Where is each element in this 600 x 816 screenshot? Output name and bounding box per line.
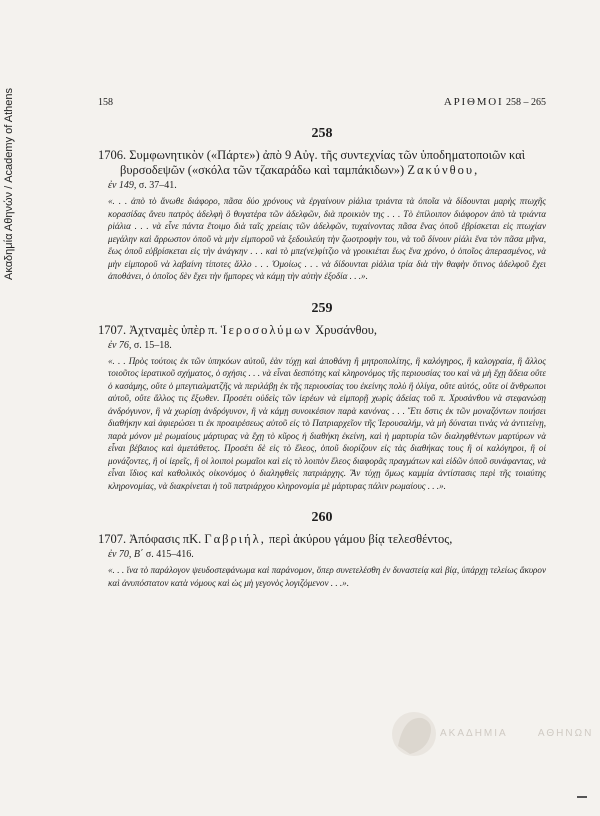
running-range: 258 – 265 (506, 97, 546, 108)
entry-source: ἐν 149, σ. 37–41. (108, 180, 177, 191)
entry-person: Γαβριήλ, (204, 532, 266, 546)
entry-quote: «. . . Πρὸς τούτοις ἐκ τῶν ὑπηκόων αὐτοῦ, ἐὰν τύχῃ καὶ ἀποθάνῃ ἢ μητροπολίτης, ἢ καλόγηρος, ἢ καλογραία, ἢ ἄλλος τοιοῦτος ἱερατικοῦ σχήματος, ὁ σχἡσις . . . νὰ εἶναι δεσπότης καὶ κληρονόμος τῆς περιουσίας του καὶ νὰ μὴ ἔχῃ ἄδεια οὔτε ὁ κασάμης, οὔτε ὁ μπεγτιαλματζῆς νὰ περιλάβῃ ἐκ τῆς περιουσίας του ἐκείνης πολὺ ἢ ὀλίγα, οὔτε αὐτός, οὔτε οἱ ἄνθρωποι αὐτοῦ, οὔτε ἄλλος τις ἔξωθεν. Προσέτι οὐδεὶς τῶν ἱερέων νὰ εἰμπορῇ χωρὶς ἀδείας τοῦ π. Χρυσάνθου νὰ στεφανώσῃ ἀνδρόγυνον, ἢ νὰ χωρίσῃ ἀνδρόγυνον, ἢ νὰ κάμῃ συνοικέσιον παρὰ κανόνας . . . Ἔτι δστις ἐκ τῶν μοναζόντων ποιήσει διαθήκην καὶ ἀφιερώσει τι ἐκ προαιρέσεως αὐτοῦ εἰς τὸ Πατριαρχεῖον τῆς Ἱερουσαλήμ, νὰ μὴ δύναται τινὰς νὰ ἀντιτείνῃ, παρὰ μόνον μὲ ρωμαίους μάρτυρας νὰ ἔχῃ τὸ κῦρος ἡ διαθήκη ἐκείνη, καὶ ἡ μαρτυρία τῶν διαληφθέντων μαρτύρων νὰ εἶναι βέβαιος καὶ ἀμετάθετος. Προσέτι δὲ εἰς τὸ ἔλεος, ὁποῦ διορίζουν εἰς τὰς διαθήκας τους ἢ οἱ καλόγηροι, ἢ οἱ μονάζοντες, ἢ οἱ ἱερεῖς, ἢ οἱ λοιποὶ ρωμαῖοι καὶ εἰς τὸ λοιπὸν ἔλεος διαφορᾶς πραγμάτων καὶ εἰδῶν ὁποῦ συνάφαντας, νὰ εἶναι ἴδιος καὶ καθολικὸς οἰκονόμος ὁ διαληφθεὶς πατριάρχης. Ἂν τύχῃ ὅμως καμμία ἀντίστασις περὶ τῆς τοιαύτης κληρονομίας, νὰ διακρίνεται ἡ τοῦ πατριάρχου κληρονομία μὲ μάρτυρας πάλιν ρωμαίους . . .». (108, 355, 546, 491)
watermark-left: ΑΚΑΔΗΜΙΑ (440, 728, 508, 739)
section-259 (98, 301, 546, 493)
section-258 (98, 126, 546, 283)
entry-quote: «. . . ἵνα τὸ παράλογον ψευδοστεφάνωμα καὶ παράνομον, ὅπερ συνετελέσθη ἐν δυναστείᾳ καὶ βίᾳ, ὑπάρχῃ τελείως ἄκυρον καὶ ἀνυπόστατον κατὰ νόμους καὶ ὡς μὴ γεγονὸς λογιζόμενον . . .». (108, 565, 546, 588)
entry-heading: 1706. Συμφωνητικὸν («Πάρτε») ἀπὸ 9 Αὐγ. τῆς συντεχνίας τῶν ὑποδηματοποιῶν καὶ βυρσοδεψῶν («σκόλα τῶν τζακαράδω καὶ ταμπάκιδων») Ζακύνθου, (98, 148, 526, 177)
academy-watermark (378, 706, 594, 766)
section-260 (98, 510, 546, 589)
entry-place: Ζακύνθου, (407, 163, 480, 177)
entry-source: ἐν 70, Β΄ σ. 415–416. (108, 549, 194, 560)
entry-heading: 1707. Ἀχτναμὲς ὑπὲρ π. Ἱεροσολύμων Χρυσάνθου, (98, 322, 378, 337)
entry-source: ἐν 76, σ. 15–18. (108, 339, 172, 351)
section-number: 259 (311, 300, 333, 316)
watermark-right: ΑΘΗΝΩΝ (537, 728, 594, 739)
section-number: 260 (311, 510, 333, 525)
running-title: ΑΡΙΘΜΟΙ 258 – 265 (443, 96, 546, 108)
spine-label: Ακαδημία Αθηνών / Academy of Athens (3, 87, 15, 280)
page-number: 158 (98, 97, 113, 108)
entry-quote: «. . . ἀπὸ τὸ ἄνωθε διάφορο, πᾶσα δύο χρόνους νὰ ἐργαίνουν ρiάλια τριάντα τὰ ὁποῖα νὰ δίδουνται μαρὴς πτωχῆς κορασίδας ἄνευ πατρὸς ἀδελφὴ ὃ θυγατέρα τῶν ἀδελφῶν, διὰ προικιὸν της . . . Τὸ ἐπίλοιπον διάφορον ἀπὸ τὰ τριάντα ρiάλια . . . νὰ εἶνε πάντα ἕτοιμο διὰ ταῖς χρείαις τῶν ἀδελφῶν, τυχαίνοντας πᾶσα ἕνας ὁποῦ ἐβρίσκεται εἰς πτωχίαν μεγάλην καὶ ἄρρωστον ὁποῦ νὰ μὴν εἰμποροῦ νὰ ξεδουλεύη τὴν ζωοτροφὴν του, νὰ τοῦ δίνουν ρiάλι ἕνα τὸν πᾶσα μῆνα, ἕως ὁποῦ εὐβρίσκεται εἰς τὴν ἀνάγκην . . . καὶ τὸ μπε(νε)φίτζιο νὰ γροικιέται ἕως ἕνα χρόνο, ὁ ὁποῖος ἀπερασμένος, νὰ μὴν εἰμποροῦ νὰ λαβαίνη τίποτες ἄλλο . . . Ὁμοίως . . . νὰ δίδουνται ρiάλια τρία διὰ τὴν θαφὴν ὅτινος ἀδελφοῦ ἔχει ἀποθάνει, ὁ ὁποῖος δὲν ἔχει τὴν ἤμπορες νὰ κάμῃ τὴν αὐτὴν ἐξοδία . . .». (108, 196, 546, 281)
entry-heading: 1707. Ἀπόφασις πΚ. Γαβριήλ, περὶ ἀκύρου γάμου βίᾳ τελεσθέντος, (98, 532, 453, 546)
section-number: 258 (311, 126, 333, 141)
entry-place: Ἱεροσολύμων (220, 322, 312, 337)
page (98, 96, 546, 589)
edge-mark (577, 796, 587, 798)
page-header (98, 96, 546, 108)
spine-strip (0, 0, 22, 816)
